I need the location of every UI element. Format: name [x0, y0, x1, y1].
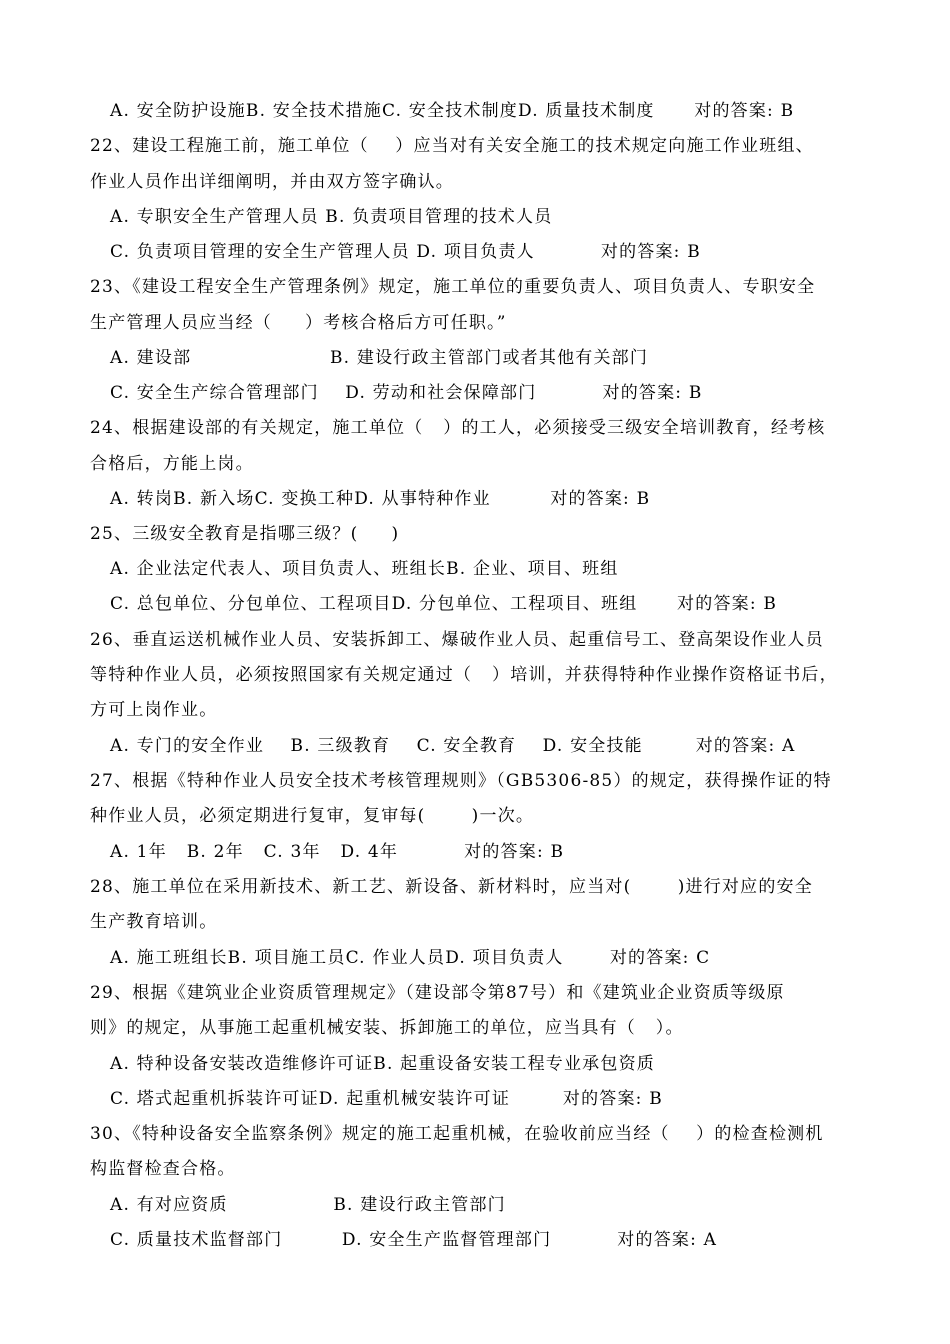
question-26-line-1: 26、垂直运送机械作业人员、安装拆卸工、爆破作业人员、起重信号工、登高架设作业人员 — [90, 630, 824, 650]
answer-options-30-a: A. 有对应资质 B. 建设行政主管部门 — [110, 1195, 506, 1215]
question-22-line-2: 作业人员作出详细阐明，并由双方签字确认。 — [90, 172, 454, 192]
question-26-line-2: 等特种作业人员，必须按照国家有关规定通过（ ）培训，并获得特种作业操作资格证书后， — [90, 665, 838, 685]
answer-options-21: A. 安全防护设施B. 安全技术措施C. 安全技术制度D. 质量技术制度 对的答案: B — [110, 101, 795, 121]
question-26-line-3: 方可上岗作业。 — [90, 700, 218, 720]
question-24-line-2: 合格后，方能上岗。 — [90, 454, 254, 474]
answer-options-23-b: C. 安全生产综合管理部门 D. 劳动和社会保障部门 对的答案: B — [110, 383, 703, 403]
question-27-line-2: 种作业人员，必须定期进行复审，复审每( )一次。 — [90, 806, 535, 826]
question-23-line-1: 23、《建设工程安全生产管理条例》规定，施工单位的重要负责人、项目负责人、专职安全 — [90, 277, 816, 297]
answer-options-23-a: A. 建设部 B. 建设行政主管部门或者其他有关部门 — [110, 348, 649, 368]
question-29-line-2: 则》的规定，从事施工起重机械安装、拆卸施工的单位，应当具有（ ）。 — [90, 1018, 684, 1038]
question-30-line-2: 构监督检查合格。 — [90, 1159, 236, 1179]
answer-options-22-b: C. 负责项目管理的安全生产管理人员 D. 项目负责人 对的答案: B — [110, 242, 701, 262]
answer-options-29-a: A. 特种设备安装改造维修许可证B. 起重设备安装工程专业承包资质 — [110, 1054, 655, 1074]
question-30-line-1: 30、《特种设备安全监察条例》规定的施工起重机械，在验收前应当经（ ）的检查检测机 — [90, 1124, 824, 1144]
answer-options-27: A. 1年 B. 2年 C. 3年 D. 4年 对的答案: B — [110, 842, 565, 862]
answer-options-29-b: C. 塔式起重机拆装许可证D. 起重机械安装许可证 对的答案: B — [110, 1089, 663, 1109]
question-24-line-1: 24、根据建设部的有关规定，施工单位（ ）的工人，必须接受三级安全培训教育，经考核 — [90, 418, 826, 438]
question-23-line-2: 生产管理人员应当经（ ）考核合格后方可任职。” — [90, 313, 507, 333]
answer-options-30-b: C. 质量技术监督部门 D. 安全生产监督管理部门 对的答案: A — [110, 1230, 718, 1250]
answer-options-28: A. 施工班组长B. 项目施工员C. 作业人员D. 项目负责人 对的答案: C — [110, 948, 711, 968]
answer-options-26: A. 专门的安全作业 B. 三级教育 C. 安全教育 D. 安全技能 对的答案: A — [110, 736, 796, 756]
question-29-line-1: 29、根据《建筑业企业资质管理规定》（建设部令第87号）和《建筑业企业资质等级原 — [90, 983, 785, 1003]
question-28-line-1: 28、施工单位在采用新技术、新工艺、新设备、新材料时，应当对( )进行对应的安全 — [90, 877, 813, 897]
answer-options-25-b: C. 总包单位、分包单位、工程项目D. 分包单位、工程项目、班组 对的答案: B — [110, 594, 778, 614]
question-28-line-2: 生产教育培训。 — [90, 912, 218, 932]
answer-options-25-a: A. 企业法定代表人、项目负责人、班组长B. 企业、项目、班组 — [110, 559, 619, 579]
question-22-line-1: 22、建设工程施工前，施工单位（ ）应当对有关安全施工的技术规定向施工作业班组、 — [90, 136, 814, 156]
question-27-line-1: 27、根据《特种作业人员安全技术考核管理规则》（GB5306-85）的规定，获得操作证的特 — [90, 771, 832, 791]
question-25-line-1: 25、三级安全教育是指哪三级？( ) — [90, 524, 400, 544]
answer-options-24: A. 转岗B. 新入场C. 变换工种D. 从事特种作业 对的答案: B — [110, 489, 651, 509]
answer-options-22-a: A. 专职安全生产管理人员 B. 负责项目管理的技术人员 — [110, 207, 553, 227]
